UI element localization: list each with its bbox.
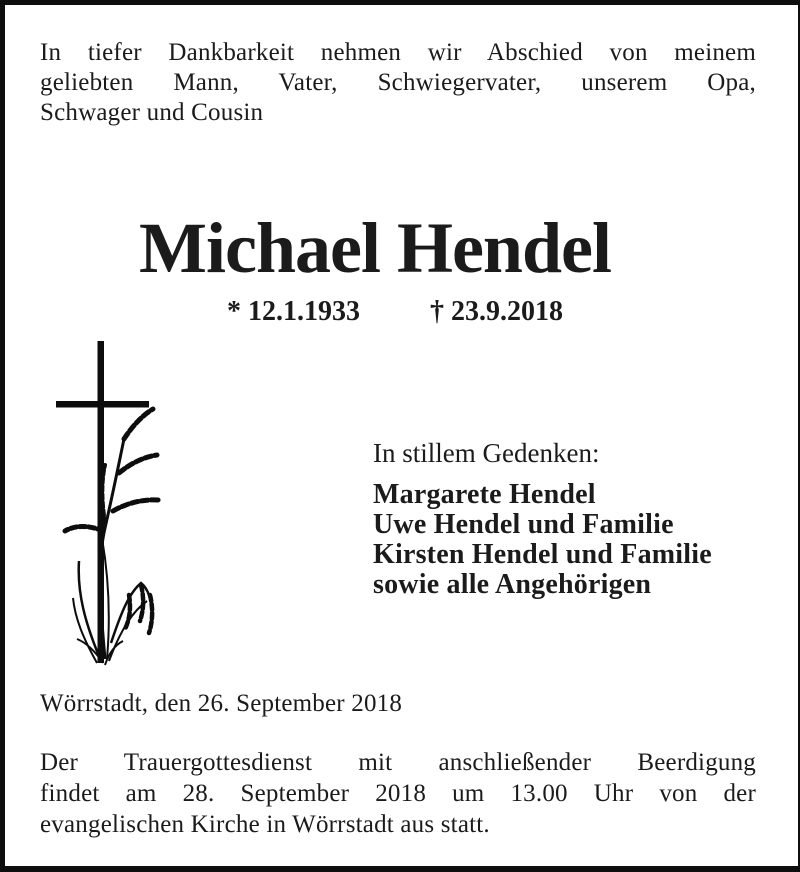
mourner-line: sowie alle Angehörigen <box>373 569 652 600</box>
intro-line: In tiefer Dankbarkeit nehmen wir Abschied von meinem <box>40 39 756 66</box>
place-and-date: Wörrstadt, den 26. September 2018 <box>40 690 403 717</box>
memorial-block <box>373 437 712 600</box>
deceased-name: Michael Hendel <box>139 208 611 288</box>
funeral-line: Der Trauergottesdienst mit anschließender Beerdigung <box>40 749 756 776</box>
intro-line: Schwager und Cousin <box>40 99 264 126</box>
birth-date: * 12.1.1933 <box>227 296 360 327</box>
mourner-line: Uwe Hendel und Familie <box>373 509 674 540</box>
mourner-line: Margarete Hendel <box>373 479 596 510</box>
funeral-info-paragraph <box>40 747 756 840</box>
memorial-heading: In stillem Gedenken: <box>373 438 600 468</box>
cross-horizontal-bar <box>56 401 149 408</box>
intro-paragraph <box>40 38 756 128</box>
life-dates <box>5 296 785 328</box>
intro-line: geliebten Mann, Vater, Schwiegervater, unserem Opa, <box>40 69 756 96</box>
funeral-line: evangelischen Kirche in Wörrstadt aus statt. <box>40 811 490 838</box>
death-date: † 23.9.2018 <box>430 296 563 327</box>
cross-with-grass-icon <box>45 333 180 673</box>
mourner-line: Kirsten Hendel und Familie <box>373 539 712 570</box>
funeral-line: findet am 28. September 2018 um 13.00 Uhr von der <box>40 780 756 807</box>
